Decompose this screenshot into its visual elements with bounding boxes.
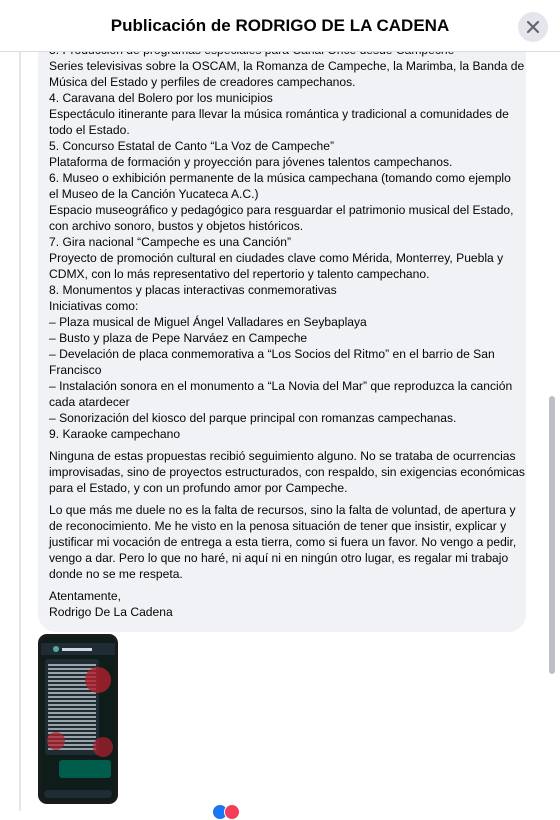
post-line: justificar mi vocación de entrega a esta tierra, como si fuera un favor. No vengo a pedir, <box>49 535 517 549</box>
post-line: Rodrigo De La Cadena <box>49 605 173 619</box>
post-line: todo el Estado. <box>49 123 130 137</box>
post-line: 4. Caravana del Bolero por los municipios <box>49 91 273 105</box>
post-line: 5. Concurso Estatal de Canto “La Voz de Campeche” <box>49 139 335 153</box>
love-reaction-icon <box>224 804 240 820</box>
post-line: Ninguna de estas propuestas recibió seguimiento alguno. No se trataba de ocurrencias <box>49 449 516 463</box>
post-line: con archivo sonoro, bustos y objetos históricos. <box>49 219 304 233</box>
post-line: de reconocimiento. Me he visto en la penosa situación de tener que insistir, explicar y <box>49 519 507 533</box>
post-paragraph <box>49 448 525 496</box>
post-line: Plataforma de formación y proyección para jóvenes talentos campechanos. <box>49 155 453 169</box>
dialog-title: Publicación de RODRIGO DE LA CADENA <box>110 15 450 35</box>
post-list <box>49 42 525 442</box>
post-signature <box>49 588 515 620</box>
post-line: Lo que más me duele no es la falta de recursos, sino la falta de voluntad, de apertura y <box>49 503 516 517</box>
post-line: Espectáculo itinerante para llevar la música romántica y tradicional a comunidades de <box>49 107 509 121</box>
chat-screenshot-image-icon <box>41 637 115 801</box>
post-line: CDMX, con lo más representativo del repertorio y talento campechano. <box>49 267 430 281</box>
post-content <box>0 52 560 811</box>
post-line: – Busto y plaza de Pepe Narváez en Campeche <box>49 331 308 345</box>
post-line: 9. Karaoke campechano <box>49 427 181 441</box>
post-line: Francisco <box>49 363 102 377</box>
close-button[interactable] <box>518 12 548 42</box>
post-line: Proyecto de promoción cultural en ciudades clave como Mérida, Monterrey, Puebla y <box>49 251 504 265</box>
post-line: vengo a dar. Pero lo que no haré, ni aquí ni en ningún otro lugar, es regalar mi trabajo <box>49 551 509 565</box>
post-paragraph <box>49 502 515 582</box>
dialog-header <box>0 0 560 52</box>
post-line: – Sonorización del kiosco del parque principal con romanzas campechanas. <box>49 411 457 425</box>
scrollbar-thumb[interactable] <box>549 396 555 674</box>
post-line: Iniciativas como: <box>49 299 139 313</box>
post-line: Espacio museográfico y pedagógico para resguardar el patrimonio musical del Estado, <box>49 203 514 217</box>
attached-screenshot-image[interactable] <box>38 634 118 804</box>
post-line: Música del Estado y perfiles de creadores campechanos. <box>49 75 356 89</box>
post-line: 6. Museo o exhibición permanente de la música campechana (tomando como ejemplo <box>49 171 511 185</box>
post-line: el Museo de la Canción Yucateca A.C.) <box>49 187 259 201</box>
close-icon <box>526 20 540 34</box>
post-line: – Develación de placa conmemorativa a “Los Socios del Ritmo” en el barrio de San <box>49 347 495 361</box>
post-line: Atentamente, <box>49 589 121 603</box>
post-text-bubble <box>38 42 526 632</box>
post-line: improvisadas, sino de proyectos estructurados, con respaldo, sin exigencias económicas <box>49 465 525 479</box>
post-line: Series televisivas sobre la OSCAM, la Romanza de Campeche, la Marimba, la Banda de <box>49 59 525 73</box>
thread-line <box>19 52 21 811</box>
reactions-summary[interactable] <box>212 804 240 820</box>
post-line: 8. Monumentos y placas interactivas conmemorativas <box>49 283 337 297</box>
post-line: – Instalación sonora en el monumento a “La Novia del Mar” que reproduzca la canción <box>49 379 513 393</box>
post-line: donde no se me respeta. <box>49 567 183 581</box>
post-line: 7. Gira nacional “Campeche es una Canción” <box>49 235 292 249</box>
post-line: – Plaza musical de Miguel Ángel Valladares en Seybaplaya <box>49 315 367 329</box>
post-line: cada atardecer <box>49 395 130 409</box>
post-line: para el Estado, y con un profundo amor por Campeche. <box>49 481 348 495</box>
